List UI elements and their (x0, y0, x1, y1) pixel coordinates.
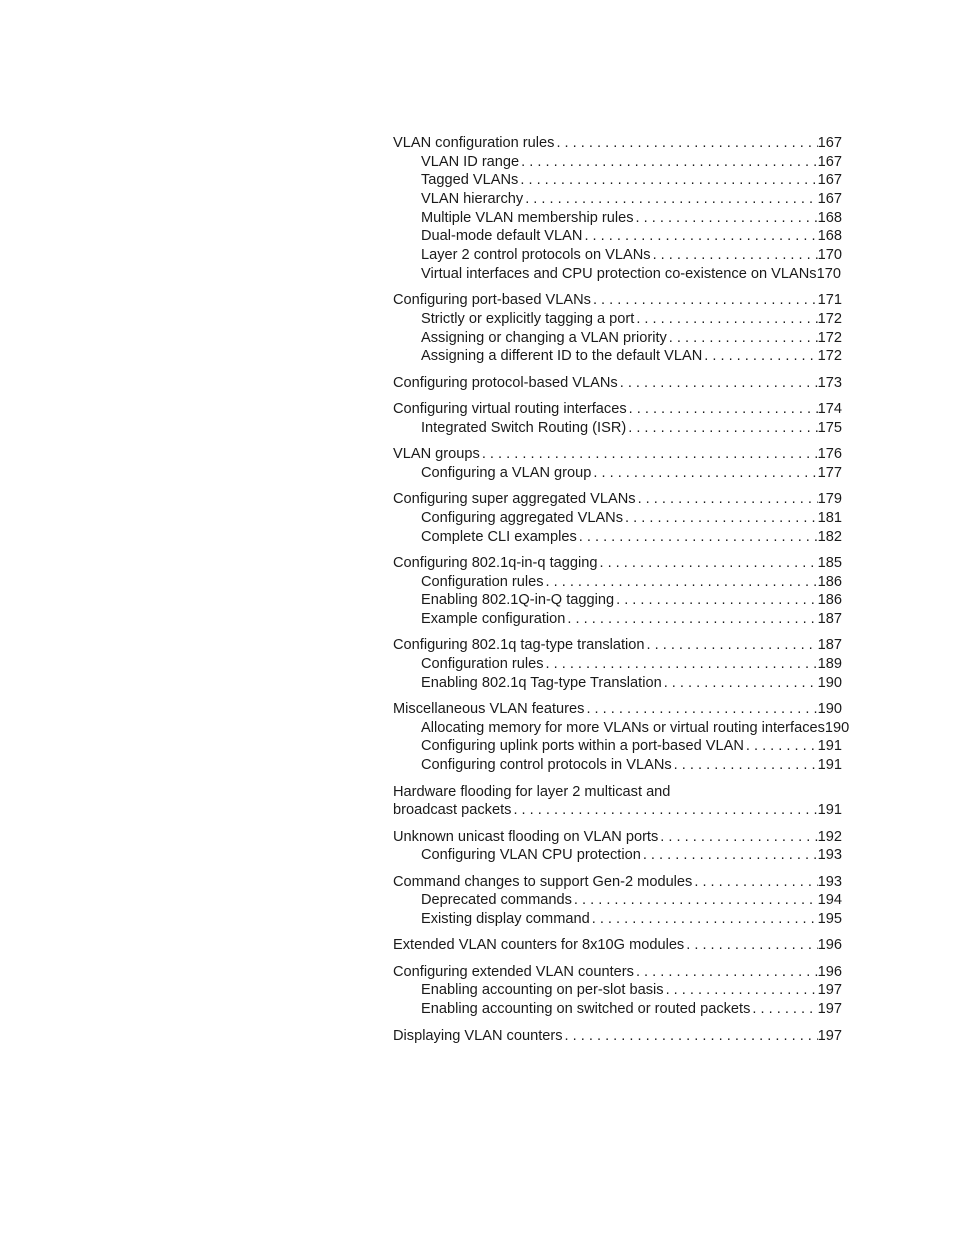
leader-dots (518, 171, 817, 190)
toc-subentry-title: Assigning or changing a VLAN priority (421, 329, 667, 346)
toc-entry-page: 174 (817, 401, 842, 417)
toc-entry[interactable] (393, 291, 842, 310)
toc-entry[interactable] (393, 554, 842, 573)
leader-dots (584, 700, 817, 719)
leader-dots (636, 490, 818, 509)
toc-subentry[interactable] (393, 719, 850, 738)
leader-dots (590, 910, 818, 929)
leader-dots (480, 445, 818, 464)
toc-subentry[interactable] (393, 310, 842, 329)
toc-subentry[interactable] (393, 246, 842, 265)
toc-subentry-title: Enabling accounting on per-slot basis (421, 982, 664, 999)
toc-entry-title: Configuring 802.1q-in-q tagging (393, 554, 598, 571)
toc-entry[interactable] (393, 636, 842, 655)
toc-entry-page: 179 (817, 491, 842, 508)
toc-subentry-title: Configuration rules (421, 573, 544, 590)
leader-dots (667, 329, 818, 348)
toc-subentry[interactable] (393, 655, 842, 674)
toc-subentry[interactable] (393, 153, 842, 172)
toc-entry-title-line1: Hardware flooding for layer 2 multicast and (393, 783, 671, 800)
toc-subentry[interactable] (393, 171, 842, 190)
toc-entry-title: VLAN groups (393, 446, 480, 463)
leader-dots (519, 153, 817, 172)
toc-entry-title: Configuring extended VLAN counters (393, 963, 634, 980)
toc-subentry-title: Assigning a different ID to the default VLAN (421, 348, 703, 365)
toc-entry[interactable] (393, 374, 842, 393)
toc-section (393, 873, 842, 929)
leader-dots (658, 828, 817, 847)
toc-section (393, 636, 842, 692)
toc-subentry-title: Enabling accounting on switched or routed packets (421, 1001, 751, 1018)
toc-entry[interactable] (393, 134, 842, 153)
toc-entry-page: 167 (817, 135, 842, 151)
toc-subentry-page: 167 (817, 191, 842, 208)
leader-dots (544, 573, 818, 592)
toc-entry[interactable] (393, 801, 842, 820)
leader-dots (634, 209, 818, 228)
toc-entry-page: 176 (817, 446, 842, 463)
toc-subentry[interactable] (393, 846, 842, 865)
toc-subentry-title: Dual-mode default VLAN (421, 228, 583, 245)
toc-entry-title: Miscellaneous VLAN features (393, 701, 585, 718)
toc-subentry[interactable] (393, 891, 842, 910)
toc-subentry-title: Allocating memory for more VLANs or virtual routing interfaces (421, 719, 825, 736)
toc-subentry-title: Virtual interfaces and CPU protection co-existence on VLANs (421, 265, 817, 282)
leader-dots (591, 291, 818, 310)
toc-entry-page: 197 (817, 1027, 842, 1044)
toc-entry-page: 187 (817, 637, 842, 654)
toc-subentry-title: Existing display command (421, 911, 590, 927)
leader-dots (664, 981, 818, 1000)
toc-subentry-page: 193 (817, 847, 842, 864)
toc-entry-page: 196 (817, 963, 842, 980)
toc-entry-title: Configuring port-based VLANs (393, 292, 591, 309)
toc-section (393, 828, 842, 865)
toc-subentry-page: 167 (817, 153, 842, 170)
toc-subentry-title: Integrated Switch Routing (ISR) (421, 419, 627, 436)
toc-subentry-title: Configuration rules (421, 656, 544, 672)
toc-entry-title: Configuring 802.1q tag-type translation (393, 637, 645, 654)
leader-dots (591, 464, 817, 483)
toc-subentry-title: Complete CLI examples (421, 528, 577, 545)
toc-subentry[interactable] (393, 737, 842, 756)
leader-dots (511, 801, 817, 820)
leader-dots (645, 636, 818, 655)
leader-dots (634, 310, 817, 329)
toc-subentry-page: 175 (817, 419, 842, 436)
toc-subentry-title: Configuring control protocols in VLANs (421, 757, 672, 774)
leader-dots (523, 190, 817, 209)
toc-entry-title: Unknown unicast flooding on VLAN ports (393, 828, 659, 845)
toc-subentry[interactable] (393, 528, 842, 547)
toc-subentry-page: 186 (817, 573, 842, 590)
toc-subentry[interactable] (393, 209, 842, 228)
leader-dots (651, 246, 818, 265)
leader-dots (554, 134, 817, 153)
toc-entry-title: Displaying VLAN counters (393, 1027, 563, 1044)
toc-subentry-page: 194 (817, 892, 842, 909)
toc-subentry-title: Enabling 802.1Q-in-Q tagging (421, 592, 615, 609)
toc-subentry[interactable] (393, 190, 842, 209)
toc-entry[interactable] (393, 828, 842, 847)
toc-entry-title: Command changes to support Gen-2 modules (393, 873, 693, 890)
toc-subentry[interactable] (393, 464, 842, 483)
toc-entry-title: broadcast packets (393, 802, 512, 819)
toc-subentry-page: 190 (824, 719, 850, 736)
toc-section (393, 783, 842, 820)
toc-subentry-title: Deprecated commands (421, 892, 572, 909)
leader-dots (544, 655, 818, 674)
toc-entry[interactable] (393, 963, 842, 982)
toc-subentry-title: Configuring a VLAN group (421, 464, 592, 481)
toc-entry-page: 191 (817, 802, 842, 819)
toc-entry-page: 190 (817, 701, 842, 718)
leader-dots (572, 891, 818, 910)
toc-subentry-title: Multiple VLAN membership rules (421, 209, 634, 226)
toc-section (393, 134, 842, 284)
toc-section (393, 936, 842, 955)
toc-subentry[interactable] (393, 610, 842, 629)
leader-dots (744, 737, 818, 756)
toc-subentry-title: Strictly or explicitly tagging a port (421, 310, 635, 327)
toc-section (393, 1027, 842, 1046)
toc-subentry[interactable] (393, 674, 842, 693)
toc-subentry[interactable] (393, 227, 842, 246)
toc-subentry-page: 172 (817, 329, 842, 346)
leader-dots (627, 400, 818, 419)
toc-entry-page: 173 (817, 374, 842, 391)
leader-dots (577, 528, 818, 547)
toc-subentry-title: Layer 2 control protocols on VLANs (421, 247, 651, 264)
leader-dots (684, 936, 817, 955)
toc-subentry-page: 197 (817, 1001, 842, 1018)
toc-section (393, 700, 850, 775)
toc-subentry[interactable] (393, 591, 842, 610)
toc-entry-page: 171 (817, 292, 842, 309)
toc-subentry-page: 189 (817, 656, 842, 672)
toc-entry[interactable] (393, 873, 842, 892)
toc-subentry[interactable] (393, 1000, 842, 1019)
toc-subentry[interactable] (393, 265, 842, 284)
toc-subentry-title: Configuring aggregated VLANs (421, 509, 624, 526)
toc-subentry[interactable] (393, 981, 842, 1000)
toc-entry[interactable] (393, 700, 842, 719)
table-of-contents (393, 134, 850, 1053)
leader-dots (582, 227, 817, 246)
toc-subentry-page: 181 (817, 509, 842, 526)
toc-subentry-page: 191 (817, 738, 842, 755)
toc-subentry-title: Example configuration (421, 610, 566, 627)
toc-subentry-page: 172 (817, 310, 842, 327)
toc-entry[interactable] (393, 936, 842, 955)
toc-subentry-title: Configuring uplink ports within a port-based VLAN (421, 738, 744, 755)
toc-section (393, 490, 842, 546)
leader-dots (672, 756, 818, 775)
toc-subentry[interactable] (393, 756, 842, 775)
leader-dots (563, 1027, 818, 1046)
toc-entry-title: Configuring super aggregated VLANs (393, 491, 636, 508)
leader-dots (750, 1000, 817, 1019)
toc-subentry-page: 170 (816, 265, 841, 282)
toc-entry[interactable] (393, 400, 842, 419)
toc-section (393, 554, 842, 629)
toc-entry[interactable] (393, 445, 842, 464)
leader-dots (662, 674, 818, 693)
toc-entry-title: Configuring virtual routing interfaces (393, 401, 627, 417)
toc-entry-page: 185 (817, 554, 842, 571)
toc-entry-page: 192 (817, 828, 842, 845)
toc-subentry[interactable] (393, 347, 842, 366)
toc-section (393, 374, 842, 393)
leader-dots (623, 509, 818, 528)
toc-subentry-title: Tagged VLANs (421, 172, 519, 189)
toc-subentry-page: 195 (817, 911, 842, 927)
toc-entry-title: VLAN configuration rules (393, 135, 555, 151)
toc-subentry-page: 190 (817, 674, 842, 691)
toc-entry-title: Configuring protocol-based VLANs (393, 374, 618, 391)
leader-dots (702, 347, 817, 366)
leader-dots (641, 846, 818, 865)
toc-subentry[interactable] (393, 509, 842, 528)
leader-dots (692, 873, 817, 892)
toc-subentry-page: 186 (817, 592, 842, 609)
toc-entry-title: Extended VLAN counters for 8x10G modules (393, 937, 685, 954)
toc-entry-page: 193 (817, 873, 842, 890)
toc-subentry[interactable] (393, 910, 842, 929)
toc-section (393, 291, 842, 366)
toc-section (393, 963, 842, 1019)
toc-subentry-page: 168 (817, 209, 842, 226)
toc-subentry-page: 191 (817, 757, 842, 774)
toc-subentry-title: Configuring VLAN CPU protection (421, 847, 641, 864)
toc-subentry-title: VLAN ID range (421, 153, 520, 170)
toc-subentry[interactable] (393, 419, 842, 438)
toc-subentry-page: 168 (817, 228, 842, 245)
toc-subentry-page: 177 (817, 464, 842, 481)
toc-entry[interactable] (393, 490, 842, 509)
toc-subentry-page: 167 (817, 172, 842, 189)
toc-subentry-title: Enabling 802.1q Tag-type Translation (421, 674, 662, 691)
toc-section (393, 400, 842, 437)
toc-subentry-page: 182 (817, 528, 842, 545)
leader-dots (618, 374, 818, 393)
leader-dots (597, 554, 817, 573)
toc-entry-page: 196 (817, 937, 842, 954)
toc-subentry-page: 172 (817, 348, 842, 365)
leader-dots (634, 963, 818, 982)
toc-subentry-page: 187 (817, 610, 842, 627)
toc-subentry-page: 197 (817, 982, 842, 999)
toc-entry[interactable] (393, 1027, 842, 1046)
toc-subentry[interactable] (393, 573, 842, 592)
leader-dots (614, 591, 818, 610)
leader-dots (565, 610, 817, 629)
toc-subentry-title: VLAN hierarchy (421, 191, 524, 208)
leader-dots (626, 419, 817, 438)
toc-section (393, 445, 842, 482)
toc-subentry[interactable] (393, 329, 842, 348)
toc-subentry-page: 170 (817, 247, 842, 264)
